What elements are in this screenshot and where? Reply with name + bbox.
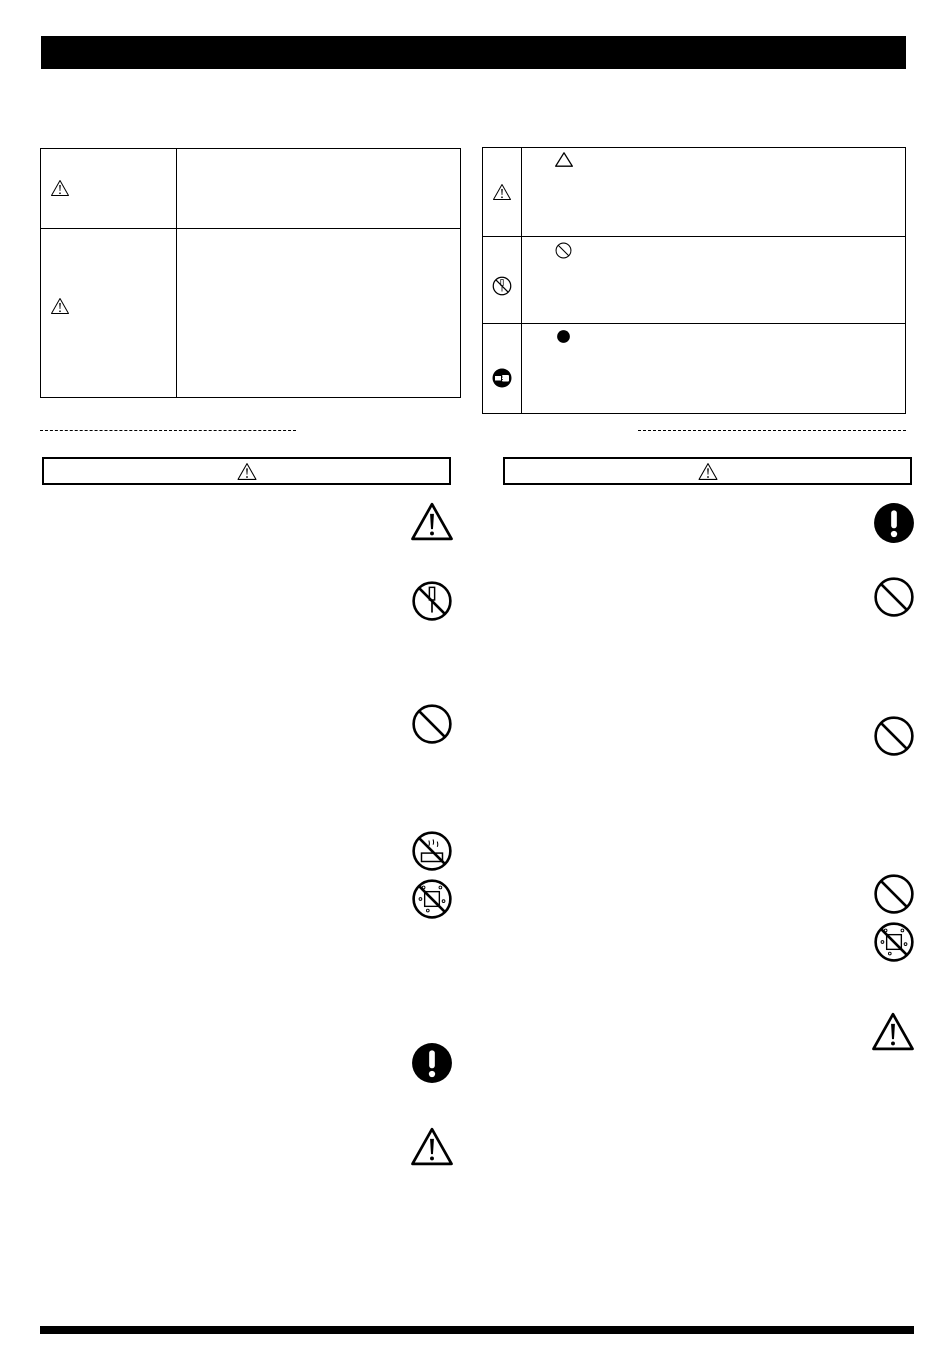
prohibited-circle-icon (873, 715, 915, 757)
table-divider (521, 148, 522, 413)
prohibited-circle-icon (411, 703, 453, 745)
no-children-icon (873, 921, 915, 963)
warning-triangle-icon (410, 502, 454, 541)
table-divider (176, 149, 177, 397)
bottom-rule (40, 1326, 914, 1334)
filled-circle-icon (555, 328, 572, 345)
legend-left-table (40, 148, 461, 398)
warning-triangle-icon (410, 1127, 454, 1166)
do-not-disassemble-icon (492, 276, 512, 296)
warning-section-header-right (503, 457, 912, 485)
mandatory-action-icon (411, 1042, 453, 1084)
no-children-icon (411, 878, 453, 920)
table-divider (483, 323, 905, 324)
dashed-divider (40, 430, 296, 431)
warning-section-header-left (42, 457, 451, 485)
prohibited-circle-icon (873, 576, 915, 618)
prohibited-circle-icon (555, 242, 572, 259)
prohibited-circle-icon (873, 873, 915, 915)
top-title-bar (41, 36, 906, 69)
warning-triangle-icon (871, 1012, 915, 1051)
unplug-icon (492, 368, 512, 388)
no-water-icon (411, 830, 453, 872)
warning-triangle-icon (50, 179, 70, 197)
warning-triangle-icon (236, 462, 258, 481)
do-not-disassemble-icon (411, 580, 453, 622)
table-divider (483, 236, 905, 237)
warning-triangle-icon (492, 183, 512, 201)
legend-right-table (482, 147, 906, 414)
warning-triangle-icon (697, 462, 719, 481)
warning-triangle-icon (50, 297, 70, 315)
table-divider (41, 228, 460, 229)
dashed-divider (638, 430, 906, 431)
hollow-triangle-icon (554, 151, 574, 168)
mandatory-action-icon (873, 502, 915, 544)
